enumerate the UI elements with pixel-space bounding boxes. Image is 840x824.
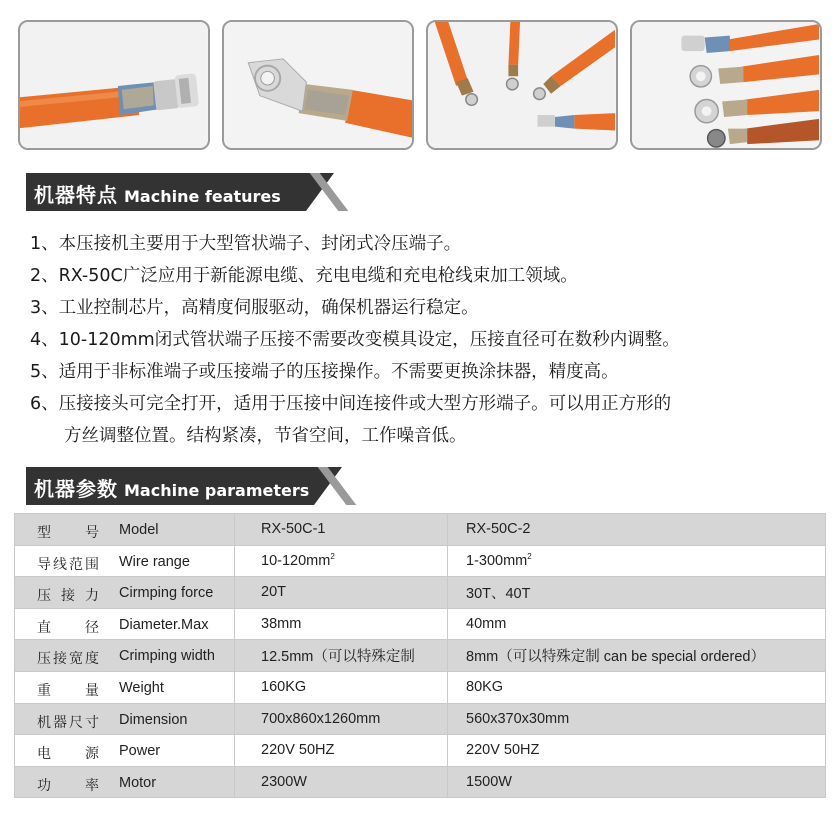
- param-value-model-2: [448, 703, 826, 735]
- param-label-zh: [37, 743, 99, 763]
- param-row: [15, 703, 826, 735]
- param-label-zh-char: 尺: [69, 714, 83, 731]
- param-label-en: Weight: [119, 679, 164, 696]
- param-value-text: 2300W: [261, 774, 307, 791]
- param-label-zh: [37, 585, 99, 605]
- param-value-text: 1-300mm: [466, 553, 528, 570]
- feature-item-6-continued: 方丝调整位置。结构紧凑，节省空间，工作噪音低。: [64, 426, 467, 446]
- param-value-text: 1500W: [466, 774, 512, 791]
- param-value-model-2: [448, 577, 826, 609]
- param-value-text: 30T、40T: [466, 585, 531, 602]
- param-label-zh-char: 号: [85, 525, 99, 541]
- param-label-zh-char: 力: [85, 588, 99, 605]
- param-label-cell: [15, 608, 235, 640]
- param-value-model-1: [235, 640, 448, 672]
- feature-item-3: 3、工业控制芯片，高精度伺服驱动，确保机器运行稳定。: [30, 298, 479, 318]
- param-value-text: 10-120mm: [261, 553, 331, 570]
- param-value-model-2: [448, 671, 826, 703]
- param-row: [15, 671, 826, 703]
- param-label-zh-char: 功: [37, 777, 51, 794]
- param-label-zh: [37, 680, 99, 700]
- param-label-zh: [37, 522, 99, 542]
- param-row: [15, 735, 826, 767]
- param-label-zh-char: 重: [37, 682, 51, 699]
- param-label-zh-char: 宽: [69, 651, 83, 668]
- param-label-zh-char: 范: [69, 556, 83, 573]
- param-row: [15, 577, 826, 609]
- param-label-zh-char: 型: [37, 525, 51, 541]
- param-label-zh-char: 围: [85, 556, 99, 573]
- param-label-en: Crimping width: [119, 648, 215, 665]
- features-header-bar: [26, 173, 306, 211]
- param-label-zh-char: 量: [85, 682, 99, 699]
- photo-multiple-cables: [426, 20, 618, 150]
- param-value-text: 20T: [261, 584, 286, 601]
- param-value-model-1: [235, 671, 448, 703]
- param-label-zh-char: 机: [37, 714, 51, 731]
- param-label-en: Model: [119, 522, 159, 538]
- param-value-text: 38mm: [261, 616, 302, 633]
- param-value-text: 700x860x1260mm: [261, 710, 381, 727]
- param-value-text: 160KG: [261, 679, 307, 696]
- param-label-cell: [15, 766, 235, 798]
- param-value-model-2: [448, 545, 826, 577]
- param-label-zh: [37, 617, 99, 637]
- param-value-model-1: [235, 703, 448, 735]
- param-label-zh-char: 率: [85, 777, 99, 794]
- param-label-zh-char: 寸: [85, 714, 99, 731]
- feature-item-5: 5、适用于非标准端子或压接端子的压接操作。不需要更换涂抹器，精度高。: [30, 362, 619, 382]
- params-header-en: Machine parameters: [124, 481, 310, 500]
- param-value-model-2: [448, 608, 826, 640]
- param-label-zh-char: 径: [85, 619, 99, 636]
- param-value-model-2: [448, 640, 826, 672]
- param-label-zh-char: 直: [37, 619, 51, 636]
- param-value-model-1: [235, 735, 448, 767]
- param-value-text: 220V 50HZ: [261, 742, 335, 759]
- param-label-en: Wire range: [119, 553, 190, 570]
- param-label-cell: [15, 514, 235, 546]
- param-value-text: 40mm: [466, 616, 507, 633]
- features-header-zh: 机器特点: [34, 183, 118, 207]
- param-label-zh-char: 导: [37, 556, 51, 573]
- param-row: [15, 766, 826, 798]
- param-label-zh-char: 接: [53, 651, 67, 668]
- param-label-zh-char: 线: [53, 556, 67, 573]
- param-label-cell: [15, 703, 235, 735]
- param-row: [15, 545, 826, 577]
- param-value-model-1: [235, 608, 448, 640]
- param-label-cell: [15, 735, 235, 767]
- photo-crimped-tube-terminal: [18, 20, 210, 150]
- param-value-model-1: [235, 766, 448, 798]
- param-label-zh: [37, 648, 99, 668]
- param-label-cell: [15, 671, 235, 703]
- feature-item-2: 2、RX-50C广泛应用于新能源电缆、充电电缆和充电枪线束加工领域。: [30, 266, 578, 286]
- param-value-model-2: [448, 735, 826, 767]
- param-label-zh: [37, 554, 99, 574]
- param-value-text: RX-50C-1: [261, 521, 326, 538]
- param-value-text: 220V 50HZ: [466, 742, 540, 759]
- param-row: [15, 640, 826, 672]
- param-value-superscript: 2: [330, 552, 335, 562]
- param-value-text: 8mm（可以特殊定制 can be special ordered）: [466, 649, 765, 666]
- product-photo-strip: [18, 20, 824, 152]
- param-label-en: Motor: [119, 774, 157, 791]
- feature-item-6: 6、压接接头可完全打开，适用于压接中间连接件或大型方形端子。可以用正方形的 方丝调整位置。结构紧凑，节省空间，工作噪音低。: [30, 388, 820, 452]
- photo-ring-lug-terminal: [222, 20, 414, 150]
- param-row: [15, 514, 826, 546]
- param-label-cell: [15, 640, 235, 672]
- params-header-bar: [26, 467, 314, 505]
- param-value-model-1: [235, 545, 448, 577]
- param-label-en: Cirmping force: [119, 585, 214, 602]
- param-label-zh-char: 度: [85, 651, 99, 668]
- param-label-zh-char: 器: [53, 714, 67, 731]
- param-value-model-2: [448, 514, 826, 546]
- param-label-zh-char: 压: [37, 588, 51, 605]
- param-label-cell: [15, 577, 235, 609]
- photo-ring-terminals-set: [630, 20, 822, 150]
- param-label-zh: [37, 775, 99, 795]
- param-label-cell: [15, 545, 235, 577]
- param-label-zh-char: 接: [61, 588, 75, 605]
- param-label-en: Power: [119, 743, 161, 760]
- machine-parameters-table: [14, 513, 826, 798]
- param-value-model-2: [448, 766, 826, 798]
- param-label-zh-char: 压: [37, 651, 51, 668]
- param-value-text: 12.5mm（可以特殊定制: [261, 649, 415, 666]
- param-value-text: 80KG: [466, 679, 504, 696]
- feature-item-1: 1、本压接机主要用于大型管状端子、封闭式冷压端子。: [30, 234, 462, 254]
- param-value-model-1: [235, 514, 448, 546]
- param-label-zh-char: 源: [85, 746, 99, 763]
- feature-list: [30, 228, 820, 452]
- param-label-zh: [37, 712, 99, 732]
- params-header: [26, 467, 344, 505]
- params-header-zh: 机器参数: [34, 477, 118, 501]
- param-value-text: RX-50C-2: [466, 521, 531, 538]
- features-header-en: Machine features: [124, 187, 281, 206]
- param-value-text: 560x370x30mm: [466, 710, 570, 727]
- features-header: [26, 173, 336, 211]
- param-row: [15, 608, 826, 640]
- param-label-en: Diameter.Max: [119, 616, 209, 633]
- param-value-model-1: [235, 577, 448, 609]
- param-label-en: Dimension: [119, 711, 188, 728]
- param-value-superscript: 2: [527, 552, 532, 562]
- param-label-zh-char: 电: [37, 746, 51, 763]
- feature-item-4: 4、10-120mm闭式管状端子压接不需要改变模具设定，压接直径可在数秒内调整。: [30, 330, 680, 350]
